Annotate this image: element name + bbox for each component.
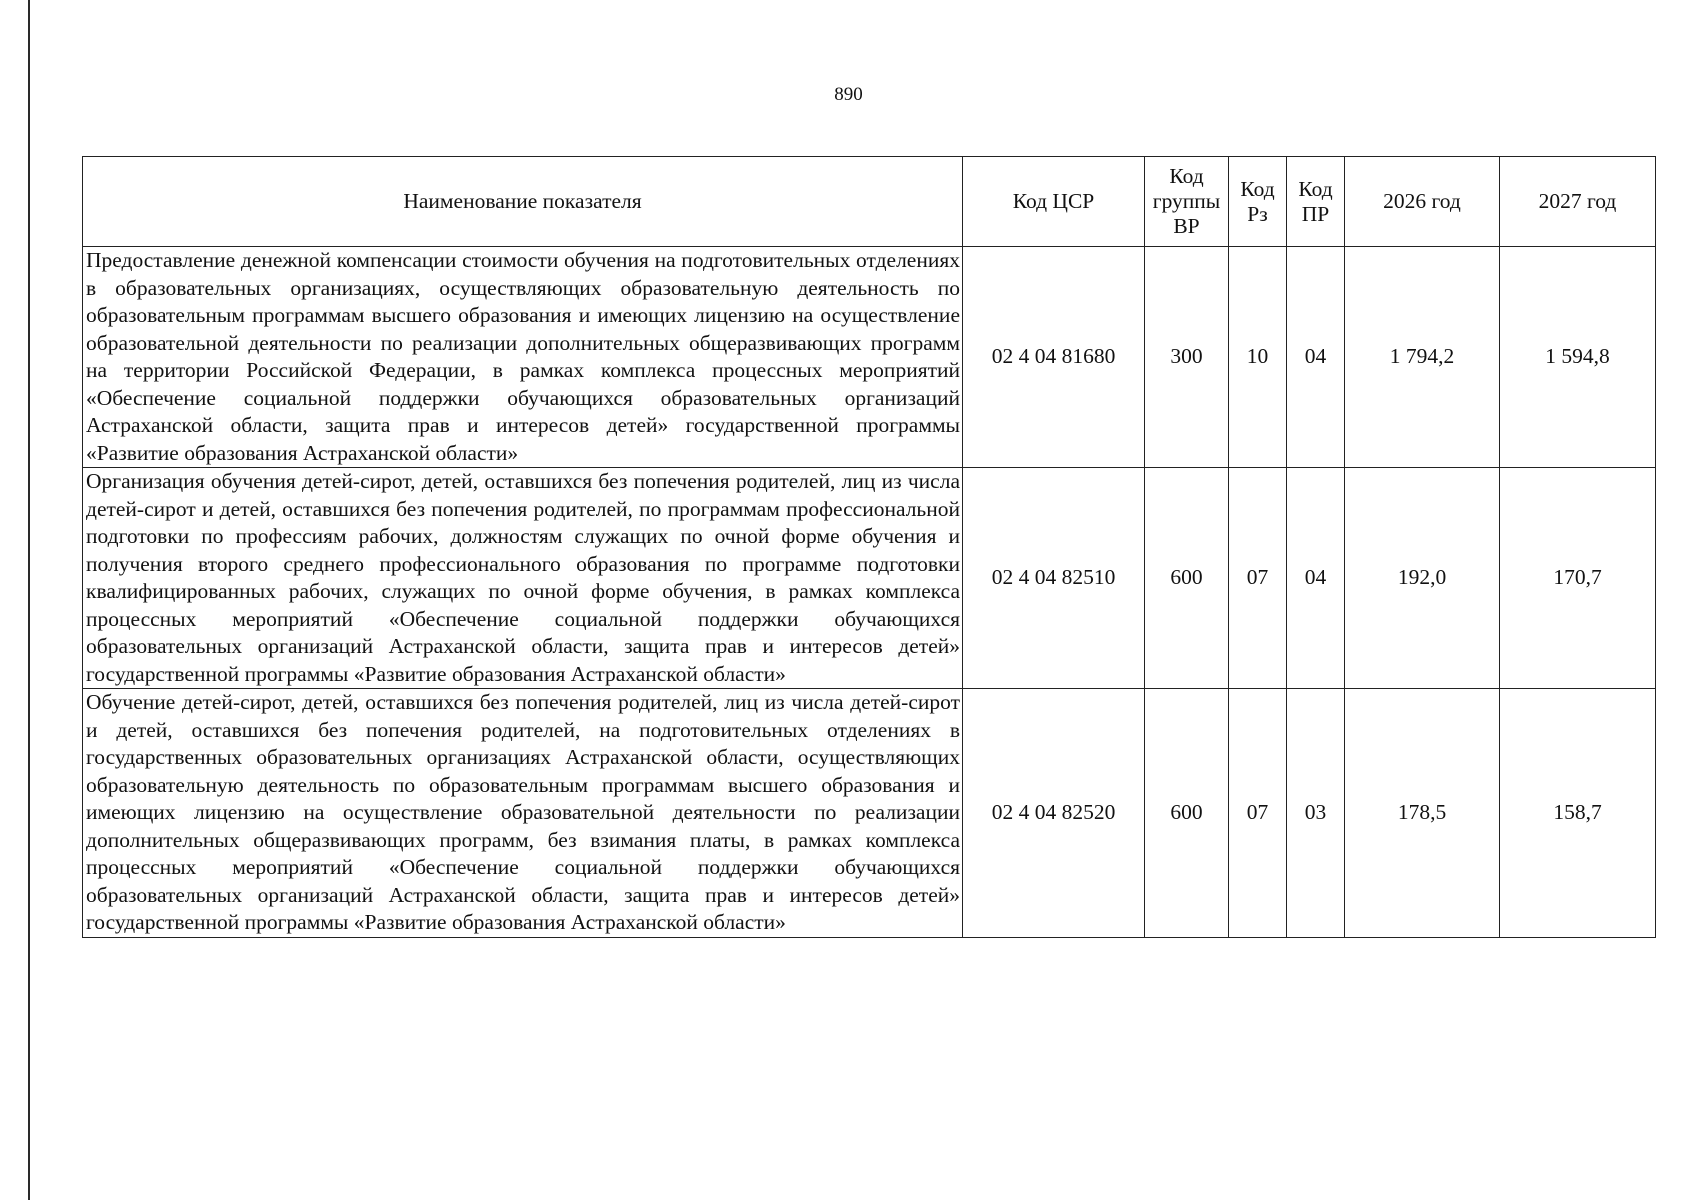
table-row bbox=[83, 247, 1656, 468]
row-2026: 192,0 bbox=[1345, 468, 1500, 689]
row-rz: 07 bbox=[1229, 689, 1287, 938]
row-pr: 03 bbox=[1287, 689, 1345, 938]
header-pr: Код ПР bbox=[1287, 157, 1345, 247]
header-2027: 2027 год bbox=[1500, 157, 1656, 247]
row-name: Предоставление денежной компенсации стоимости обучения на подготовительных отделениях в образовательных организациях, осуществляющих образовательную деятельность по образовательным программам высшего образования и имеющих лицензию на осуществление образовательной деятельности по реализации дополнительных общеразвивающих программ на территории Российской Федерации, в рамках комплекса процессных мероприятий «Обеспечение социальной поддержки обучающихся образовательных организаций Астраханской области, защита прав и интересов детей» государственной программы «Развитие образования Астраханской области» bbox=[83, 247, 963, 468]
row-rz: 07 bbox=[1229, 468, 1287, 689]
row-rz: 10 bbox=[1229, 247, 1287, 468]
row-vr: 600 bbox=[1145, 468, 1229, 689]
row-csr: 02 4 04 82520 bbox=[963, 689, 1145, 938]
header-csr: Код ЦСР bbox=[963, 157, 1145, 247]
row-2026: 178,5 bbox=[1345, 689, 1500, 938]
row-vr: 300 bbox=[1145, 247, 1229, 468]
row-csr: 02 4 04 82510 bbox=[963, 468, 1145, 689]
row-pr: 04 bbox=[1287, 247, 1345, 468]
row-2027: 170,7 bbox=[1500, 468, 1656, 689]
row-csr: 02 4 04 81680 bbox=[963, 247, 1145, 468]
row-2027: 158,7 bbox=[1500, 689, 1656, 938]
row-name: Обучение детей-сирот, детей, оставшихся без попечения родителей, лиц из числа детей-сирот и детей, оставшихся без попечения родителей, на подготовительных отделениях в государственных образовательных организациях Астраханской области, осуществляющих образовательную деятельность по образовательным программам высшего образования и имеющих лицензию на осуществление образовательной деятельности по реализации дополнительных общеразвивающих программ, без взимания платы, в рамках комплекса процессных мероприятий «Обеспечение социальной поддержки обучающихся образовательных организаций Астраханской области, защита прав и интересов детей» государственной программы «Развитие образования Астраханской области» bbox=[83, 689, 963, 938]
header-name: Наименование показателя bbox=[83, 157, 963, 247]
row-pr: 04 bbox=[1287, 468, 1345, 689]
table-row bbox=[83, 689, 1656, 938]
header-2026: 2026 год bbox=[1345, 157, 1500, 247]
row-name: Организация обучения детей-сирот, детей, оставшихся без попечения родителей, лиц из числа детей-сирот и детей, оставшихся без попечения родителей, по программам профессиональной подготовки по профессиям рабочих, должностям служащих по очной форме обучения и получения второго среднего профессионального образования по программе подготовки квалифицированных рабочих, служащих по очной форме обучения, в рамках комплекса процессных мероприятий «Обеспечение социальной поддержки обучающихся образовательных организаций Астраханской области, защита прав и интересов детей» государственной программы «Развитие образования Астраханской области» bbox=[83, 468, 963, 689]
row-2026: 1 794,2 bbox=[1345, 247, 1500, 468]
scan-margin-line bbox=[28, 0, 30, 1200]
budget-table bbox=[82, 156, 1656, 938]
row-2027: 1 594,8 bbox=[1500, 247, 1656, 468]
row-vr: 600 bbox=[1145, 689, 1229, 938]
table-header-row bbox=[83, 157, 1656, 247]
header-rz: Код Рз bbox=[1229, 157, 1287, 247]
header-vr: Код группы ВР bbox=[1145, 157, 1229, 247]
page-number: 890 bbox=[834, 84, 863, 105]
table-row bbox=[83, 468, 1656, 689]
